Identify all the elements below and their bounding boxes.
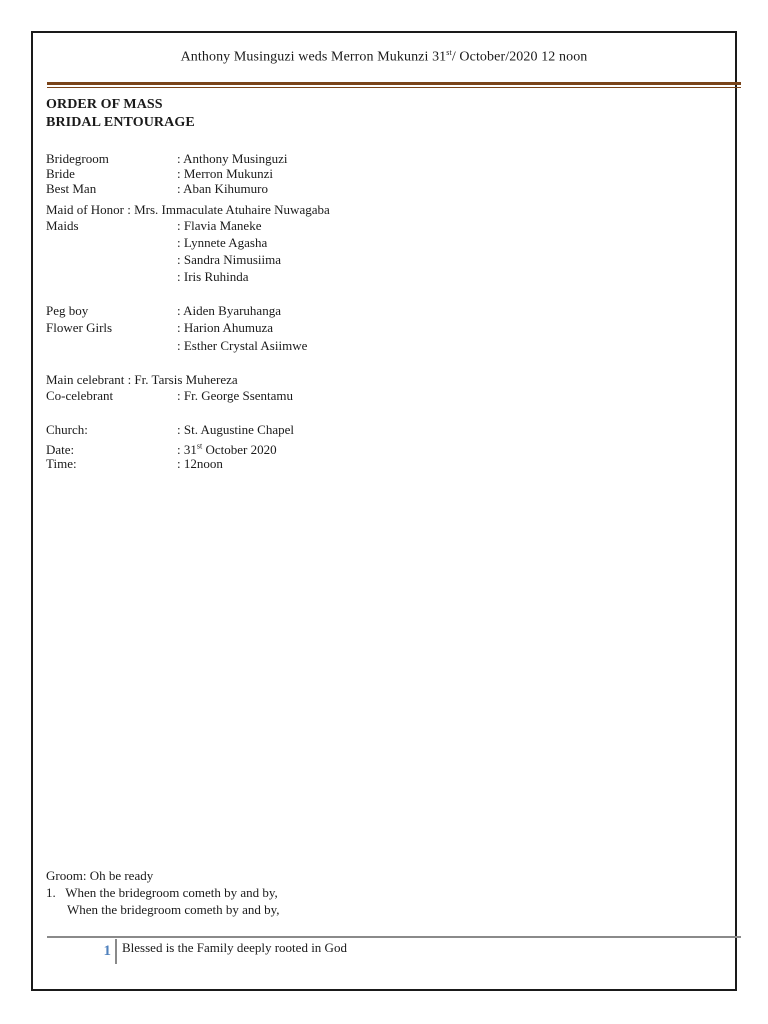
- date-label: Date:: [46, 442, 75, 458]
- time-label: Time:: [46, 456, 77, 471]
- maid-name: : Sandra Nimusiima: [177, 252, 281, 267]
- co-celebrant-label: Co-celebrant: [46, 388, 114, 403]
- bride-label: Bride: [46, 166, 75, 181]
- header-rule-thin: [47, 87, 741, 88]
- song-line: 1. When the bridegroom cometh by and by,: [46, 885, 278, 900]
- document-page: [31, 31, 737, 991]
- maids-row: [46, 218, 261, 233]
- page-header: [33, 48, 735, 66]
- header-title: Anthony Musinguzi weds Merron Mukunzi 31: [180, 49, 447, 65]
- best-man-label: Best Man: [46, 181, 97, 196]
- date-superscript: st: [196, 442, 203, 451]
- maids-label: Maids: [46, 218, 79, 233]
- footer-text: Blessed is the Family deeply rooted in God: [122, 940, 347, 955]
- bridegroom-label: Bridegroom: [46, 151, 109, 166]
- church-row: [46, 422, 294, 437]
- header-title-superscript: st: [446, 48, 452, 57]
- date-row: [46, 439, 277, 457]
- time-value: : 12noon: [177, 456, 223, 471]
- bride-value: : Merron Mukunzi: [177, 166, 274, 181]
- flower-girl-name: : Esther Crystal Asiimwe: [177, 338, 308, 353]
- bridegroom-value: : Anthony Musinguzi: [177, 151, 288, 166]
- date-day: : 31: [177, 442, 197, 458]
- time-row: [46, 456, 223, 471]
- footer-separator: [115, 939, 117, 964]
- best-man-value: : Aban Kihumuro: [177, 181, 268, 196]
- footer-rule: [47, 936, 741, 938]
- date-month-year: October 2020: [202, 442, 277, 458]
- maid-name: : Iris Ruhinda: [177, 269, 249, 284]
- peg-boy-row: [46, 303, 281, 318]
- flower-girls-row: [46, 320, 273, 335]
- maid-of-honor-row: Maid of Honor : Mrs. Immaculate Atuhaire Nuwagaba: [46, 202, 330, 217]
- main-celebrant-row: Main celebrant : Fr. Tarsis Muhereza: [46, 372, 238, 387]
- song-line: When the bridegroom cometh by and by,: [67, 902, 280, 917]
- bridegroom-row: [46, 151, 288, 166]
- co-celebrant-value: : Fr. George Ssentamu: [177, 388, 294, 403]
- maid-name: : Flavia Maneke: [177, 218, 262, 233]
- flower-girl-name: : Harion Ahumuza: [177, 320, 274, 335]
- order-of-mass-heading: ORDER OF MASS: [46, 97, 163, 112]
- bride-row: [46, 166, 273, 181]
- flower-girls-label: Flower Girls: [46, 320, 113, 335]
- header-rule-thick: [47, 82, 741, 85]
- church-label: Church:: [46, 422, 88, 437]
- co-celebrant-row: [46, 388, 293, 403]
- peg-boy-value: : Aiden Byaruhanga: [177, 303, 281, 318]
- header-title-date: / October/2020 12 noon: [451, 49, 588, 65]
- peg-boy-label: Peg boy: [46, 303, 89, 318]
- church-value: : St. Augustine Chapel: [177, 422, 294, 437]
- bridal-entourage-heading: BRIDAL ENTOURAGE: [46, 115, 195, 130]
- maid-name: : Lynnete Agasha: [177, 235, 268, 250]
- song-title: Groom: Oh be ready: [46, 868, 154, 883]
- page-number: 1: [103, 943, 111, 959]
- best-man-row: [46, 181, 268, 196]
